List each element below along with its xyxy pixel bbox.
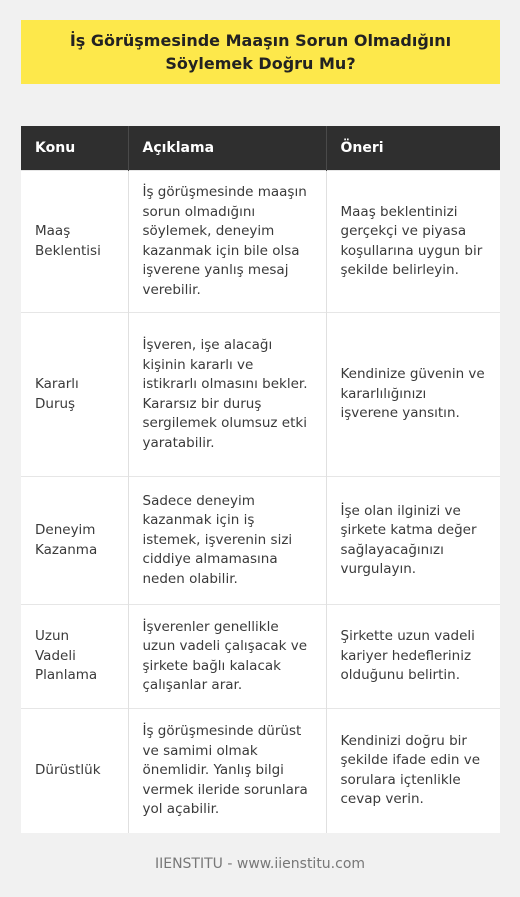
table-row: [21, 605, 500, 709]
cell-oneri: Maaş beklentinizi gerçekçi ve piyasa koşullarına uygun bir şekilde belirleyin.: [326, 171, 500, 313]
cell-aciklama: İş görüşmesinde maaşın sorun olmadığını söylemek, deneyim kazanmak için bile olsa işverene yanlış mesaj verebilir.: [128, 171, 326, 313]
header-oneri: Öneri: [326, 126, 500, 171]
cell-oneri: İşe olan ilginizi ve şirkete katma değer sağlayacağınızı vurgulayın.: [326, 477, 500, 605]
cell-konu: Deneyim Kazanma: [21, 477, 128, 605]
table-row: [21, 709, 500, 833]
cell-oneri: Kendinize güvenin ve kararlılığınızı işverene yansıtın.: [326, 313, 500, 477]
cell-oneri: Şirkette uzun vadeli kariyer hedefleriniz olduğunu belirtin.: [326, 605, 500, 709]
table-header-row: [21, 126, 500, 171]
table-row: [21, 477, 500, 605]
header-aciklama: Açıklama: [128, 126, 326, 171]
header-konu: Konu: [21, 126, 128, 171]
cell-aciklama: İş görüşmesinde dürüst ve samimi olmak önemlidir. Yanlış bilgi vermek ileride sorunlara yol açabilir.: [128, 709, 326, 833]
cell-aciklama: İşveren, işe alacağı kişinin kararlı ve istikrarlı olmasını bekler. Kararsız bir duruş sergilemek olumsuz etki yaratabilir.: [128, 313, 326, 477]
cell-aciklama: İşverenler genellikle uzun vadeli çalışacak ve şirkete bağlı kalacak çalışanlar arar.: [128, 605, 326, 709]
advice-table: [21, 126, 500, 833]
cell-konu: Uzun Vadeli Planlama: [21, 605, 128, 709]
cell-konu: Kararlı Duruş: [21, 313, 128, 477]
table-row: [21, 171, 500, 313]
cell-oneri: Kendinizi doğru bir şekilde ifade edin ve sorulara içtenlikle cevap verin.: [326, 709, 500, 833]
page-title: İş Görüşmesinde Maaşın Sorun Olmadığını Söylemek Doğru Mu?: [69, 31, 452, 73]
cell-konu: Dürüstlük: [21, 709, 128, 833]
cell-aciklama: Sadece deneyim kazanmak için iş istemek, işverenin sizi ciddiye almamasına neden olabilir.: [128, 477, 326, 605]
footer-credit: IIENSTITU - www.iienstitu.com: [154, 856, 366, 872]
cell-konu: Maaş Beklentisi: [21, 171, 128, 313]
table-row: [21, 313, 500, 477]
title-banner: [21, 20, 500, 84]
